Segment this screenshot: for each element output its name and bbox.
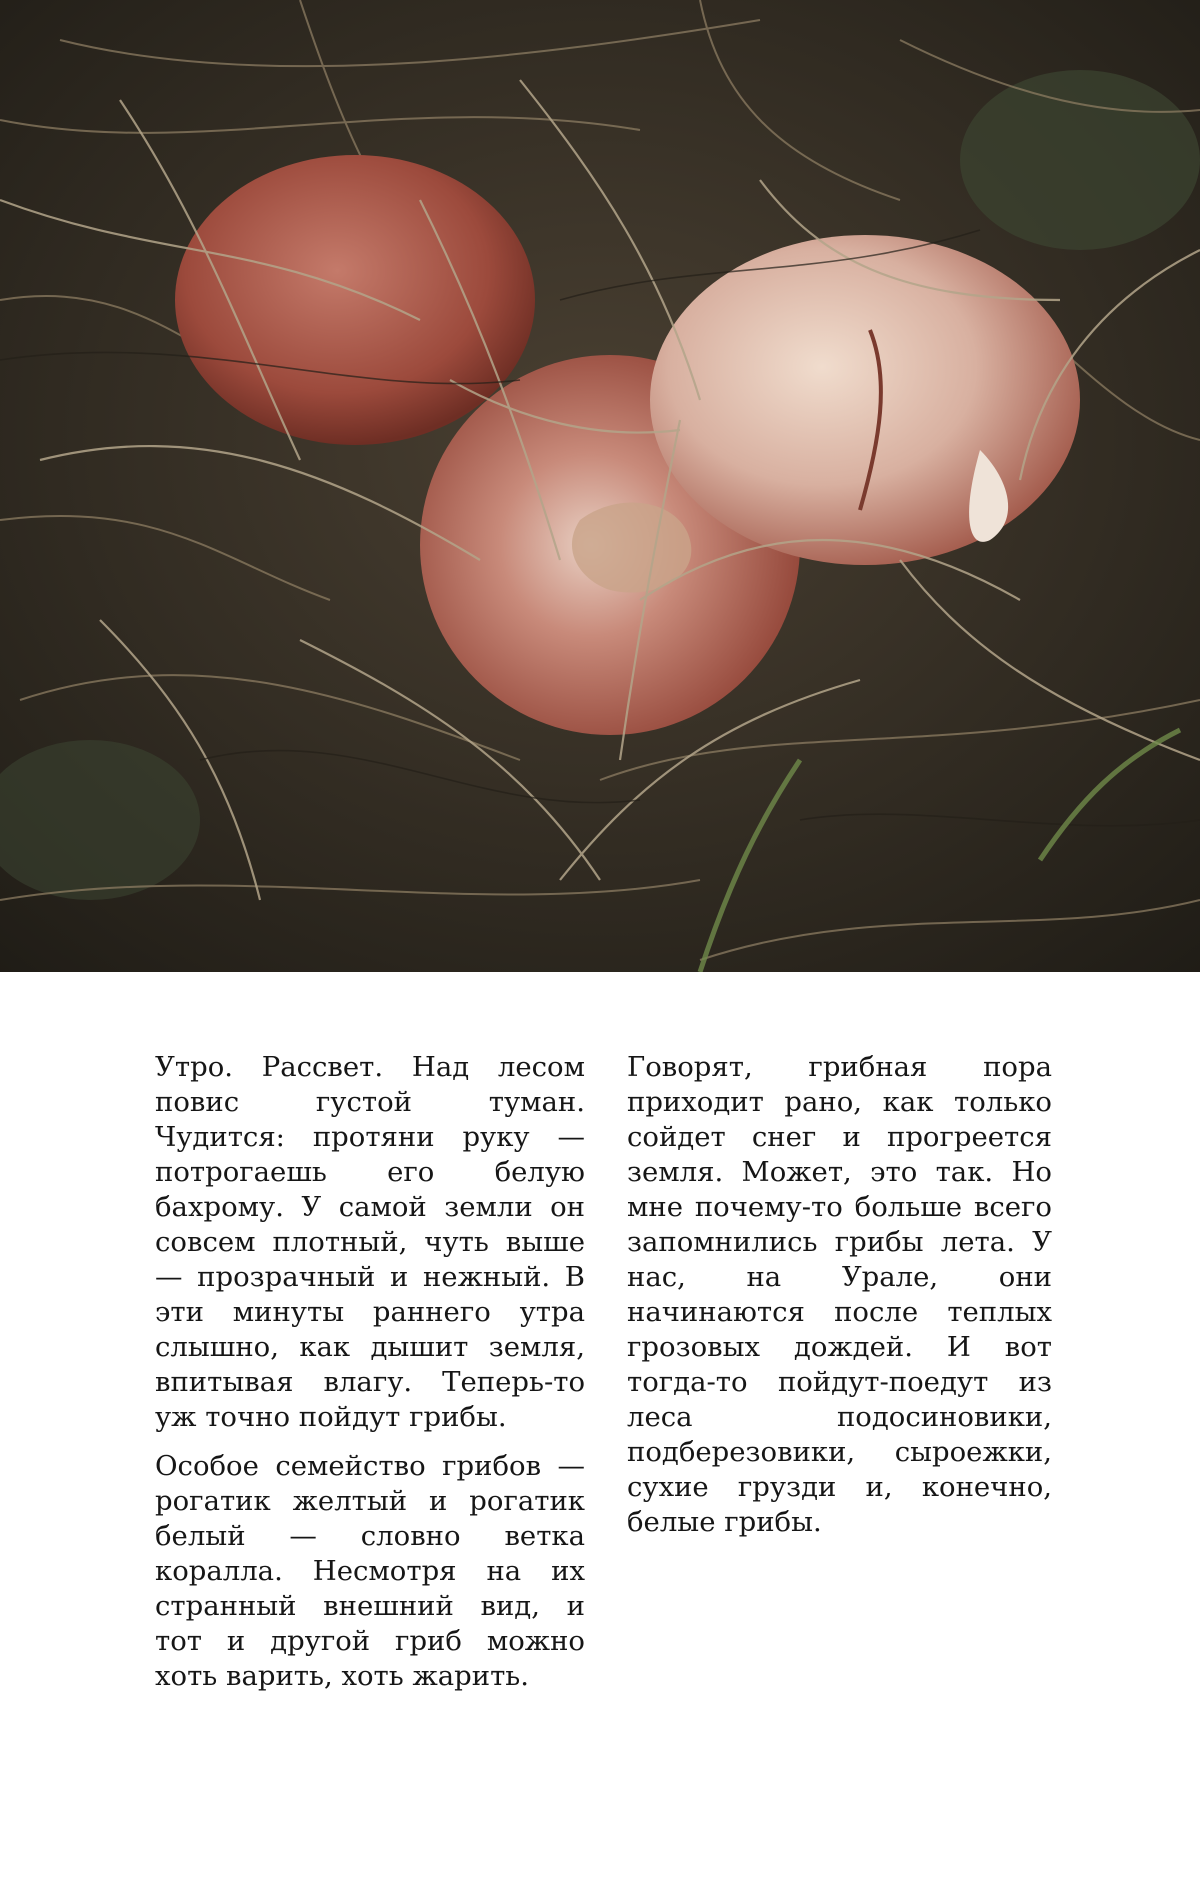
paragraph: Утро. Рассвет. Над лесом повис густой туман. Чудится: протяни руку — потрогаешь его белую бахрому. У самой земли он совсем плотный, чуть выше — прозрачный и нежный. В эти минуты раннего утра слышно, как дышит земля, впитывая влагу. Теперь-то уж точно пойдут грибы. <box>155 1051 585 1433</box>
mushroom-cap-right <box>650 235 1080 565</box>
paragraph: Говорят, грибная пора приходит рано, как только сойдет снег и прогреется земля. Может, это так. Но мне почему-то больше всего запомнились грибы лета. У нас, на Урале, они начинаются после теплых грозовых дождей. И вот тогда-то пойдут-поедут из леса подосиновики, подберезовики, сыроежки, сухие грузди и, конечно, белые грибы. <box>627 1051 1052 1538</box>
moss-patch <box>960 70 1200 250</box>
paragraph: Особое семейство грибов — рогатик желтый и рогатик белый — словно ветка коралла. Несмотря на их странный внешний вид, и тот и другой гриб можно хоть варить, хоть жарить. <box>155 1450 585 1692</box>
text-column-right <box>627 1050 1052 1554</box>
text-column-left <box>155 1050 585 1708</box>
